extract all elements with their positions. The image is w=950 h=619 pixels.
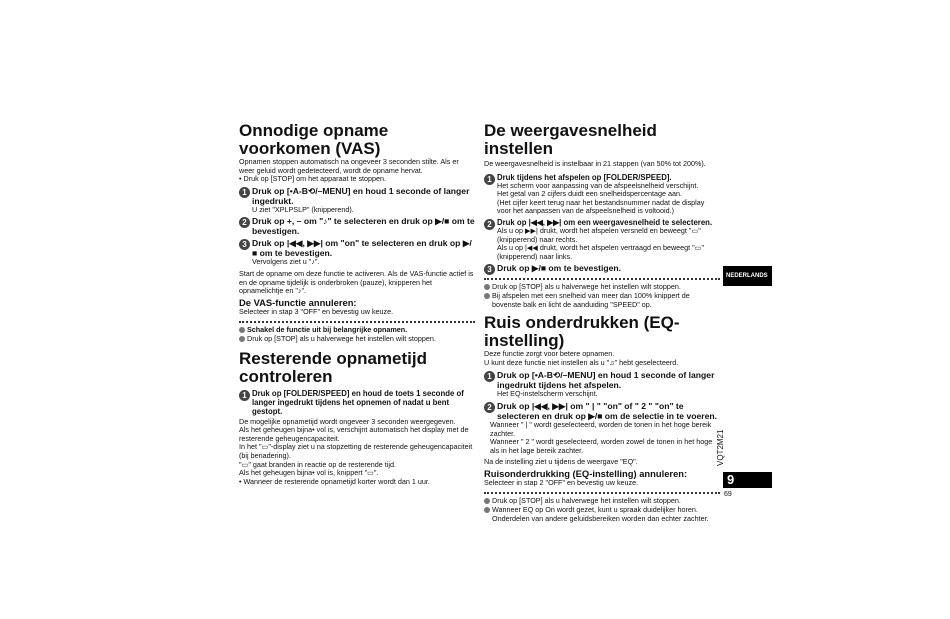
eq-step-2-sub1: Wanneer " | " wordt geselecteerd, worden de tonen in het hoge bereik zachter. [490, 419, 712, 438]
speed-note-2 [484, 292, 720, 309]
step-number: 1 [484, 371, 495, 382]
eq-step-2-main: Druk op |◀◀, ▶▶| om " | " "on" of " 2 " "on" te selecteren en druk op ▶/■ om de selectie in te voeren. [497, 400, 718, 421]
eq-step-1-main: Druk op [•A-B⟲/–MENU] en houd 1 seconde of langer ingedrukt tijdens het afspelen. [497, 370, 715, 391]
vas-step-3 [239, 238, 475, 267]
speed-step-1-sub3: (Het cijfer keert terug naar het bestandsnummer nadat de display voor het aanpassen van de afspeelsnelheid is voltooid.) [497, 197, 705, 216]
vas-step-2 [239, 216, 475, 236]
speed-step-1 [484, 173, 720, 216]
step-number: 2 [484, 402, 495, 413]
speed-step-1-main: Druk tijdens het afspelen op [FOLDER/SPEED]. [497, 172, 672, 182]
speed-note-1-text: Druk op [STOP] als u halverwege het instellen wilt stoppen. [492, 282, 681, 292]
eq-cancel-text: Selecteer in stap 2 "OFF" en bevestig uw keuze. [484, 477, 639, 487]
bullet-icon [484, 284, 490, 290]
eq-step-2-sub2: Wanneer " 2 " wordt geselecteerd, worden zowel de tonen in het hoge als in het lage bereik zachter. [490, 437, 713, 455]
remaining-p2: Als het geheugen bijna• vol is, verschijnt automatisch het display met de resterende geheugencapaciteit. [239, 425, 469, 443]
speed-step-3-main: Druk op ▶/■ om te bevestigen. [497, 263, 622, 274]
page-number-small: 69 [724, 491, 732, 498]
eq-note-2 [484, 506, 720, 523]
step-number: 3 [239, 239, 250, 250]
page-number-box: 9 [723, 472, 772, 488]
step-number: 2 [239, 217, 250, 228]
remaining-step-1-main: Druk op [FOLDER/SPEED] en houd de toets 1 seconde of langer ingedrukt tijdens het opnemen of nadat u bent gestopt. [252, 388, 464, 416]
speed-note-2-text: Bij afspelen met een snelheid van meer dan 100% knippert de bovenste balk en licht de aanduiding "SPEED" op. [492, 290, 690, 309]
speed-intro: De weergavesnelheid is instelbaar in 21 stappen (van 50% tot 200%). [484, 159, 706, 168]
speed-step-2-sub2: Als u op |◀◀ drukt, wordt het afspelen vertraagd en beweegt "▭" (knipperend) naar links. [497, 243, 705, 261]
vas-step-2-main: Druk op +, – om "♪" te selecteren en druk op ▶/■ om te bevestigen. [252, 216, 475, 237]
bullet-icon [239, 327, 245, 333]
speed-step-1-sub1: Het scherm voor aanpassing van de afspeelsnelheid verschijnt. [497, 180, 699, 190]
eq-intro-1: Deze functie zorgt voor betere opnamen. [484, 349, 615, 359]
vas-note-2 [239, 335, 475, 344]
remaining-p5: Als het geheugen bijna• vol is, knippert "▭". [239, 468, 379, 478]
vas-step-1 [239, 186, 475, 215]
vas-step-1-sub: U ziet "XPLPSLP" (knipperend). [252, 204, 354, 214]
eq-intro-2: U kunt deze functie niet instellen als u "♫" hebt geselecteerd. [484, 357, 679, 367]
right-column [484, 122, 720, 523]
eq-step-1 [484, 370, 720, 399]
vas-note-1-text: Schakel de functie uit bij belangrijke opnamen. [247, 325, 408, 335]
eq-note-2-text: Wanneer EQ op On wordt gezet, kunt u spraak duidelijker horen. Onderdelen van andere geluidsbereiken worden dan echter zachter. [492, 505, 709, 523]
vas-step-1-main: Druk op [•A-B⟲/–MENU] en houd 1 seconde of langer ingedrukt. [252, 185, 470, 206]
step-number: 1 [484, 174, 495, 185]
bullet-icon [239, 336, 245, 342]
language-tab: NEDERLANDS [723, 266, 772, 286]
speed-step-3 [484, 263, 720, 273]
dotted-divider [484, 278, 720, 280]
model-code: VQT2M21 [716, 429, 725, 466]
step-number: 1 [239, 187, 250, 198]
bullet-icon [484, 293, 490, 299]
speed-title: De weergavesnelheid instellen [484, 121, 657, 158]
vas-intro: Opnamen stoppen automatisch na ongeveer 3 seconden stilte. Als er weer geluid wordt gedetecteerd, wordt de opname hervat. [239, 157, 459, 175]
eq-cancel-heading: Ruisonderdrukking (EQ-instelling) annuleren: [484, 467, 688, 479]
remaining-p4: "▭" gaat branden in reactie op de resterende tijd. [239, 459, 396, 469]
vas-paragraph: Start de opname om deze functie te activeren. Als de VAS-functie actief is en de opname tijdelijk is onderbroken (pauze), knipperen het opnamelichtje en "♪". [239, 268, 474, 296]
vas-note-2-text: Druk op [STOP] als u halverwege het instellen wilt stoppen. [247, 333, 436, 343]
eq-step-1-sub: Het EQ-instelscherm verschijnt. [497, 389, 598, 399]
vas-title: Onnodige opname voorkomen (VAS) [239, 121, 389, 158]
step-number: 3 [484, 264, 495, 275]
step-number: 2 [484, 219, 495, 230]
speed-step-2 [484, 218, 720, 261]
dotted-divider [239, 321, 475, 323]
dotted-divider [484, 492, 720, 494]
left-column [239, 122, 475, 486]
eq-title: Ruis onderdrukken (EQ-instelling) [484, 313, 680, 351]
vas-intro-bullet: • Druk op [STOP] om het apparaat te stoppen. [239, 174, 387, 184]
bullet-icon [484, 507, 490, 513]
bullet-icon [484, 498, 490, 504]
vas-step-3-main: Druk op |◀◀, ▶▶| om "on" te selecteren en druk op ▶/■ om te bevestigen. [252, 238, 472, 259]
remaining-title: Resterende opnametijd controleren [239, 348, 427, 386]
speed-step-1-sub2: Het getal van 2 cijfers duidt een snelheidspercentage aan. [497, 189, 683, 199]
vas-step-3-sub: Vervolgens ziet u "♪". [252, 257, 320, 267]
speed-step-2-main: Druk op |◀◀, ▶▶| om een weergavesnelheid te selecteren. [497, 217, 713, 227]
remaining-p1: De mogelijke opnametijd wordt ongeveer 3 seconden weergegeven. [239, 416, 456, 426]
remaining-bullet: • Wanneer de resterende opnametijd korter wordt dan 1 uur. [239, 476, 430, 486]
eq-note-1-text: Druk op [STOP] als u halverwege het instellen wilt stoppen. [492, 496, 681, 506]
remaining-step-1 [239, 389, 475, 416]
vas-cancel-heading: De VAS-functie annuleren: [239, 296, 357, 308]
eq-p1: Na de instelling ziet u tijdens de weergave "EQ". [484, 457, 638, 467]
eq-step-2 [484, 401, 720, 421]
speed-step-2-sub1: Als u op ▶▶| drukt, wordt het afspelen versneld en beweegt "▭" (knipperend) naar rechts. [497, 225, 701, 244]
remaining-p3: In het "▭"-display ziet u na stopzetting de resterende geheugencapaciteit (bij benadering). [239, 442, 473, 460]
vas-cancel-text: Selecteer in stap 3 "OFF" en bevestig uw keuze. [239, 306, 394, 316]
step-number: 1 [239, 390, 250, 401]
